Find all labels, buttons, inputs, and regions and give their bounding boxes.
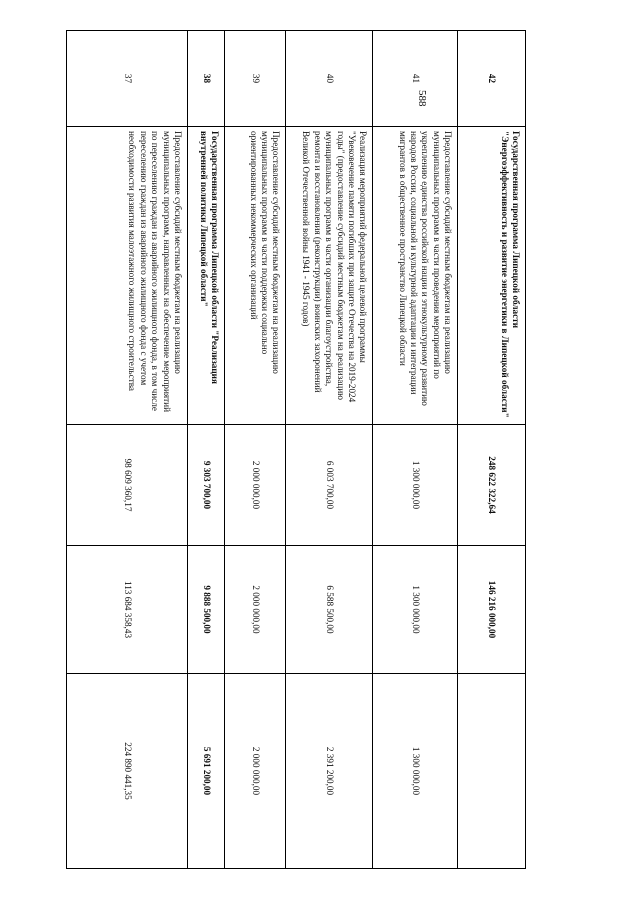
table-row	[286, 31, 373, 869]
table-row	[373, 31, 458, 869]
budget-table	[66, 30, 526, 869]
value-2023: 224 890 441,35	[67, 674, 188, 869]
row-number: 42	[458, 31, 526, 127]
value-2022: 9 888 500,00	[188, 546, 225, 674]
row-name: Предоставление субсидий местным бюджетам на реализацию муниципальных программ в части поддержки социально ориентированных некоммерческих организаций	[225, 127, 286, 425]
value-2023: 2 000 000,00	[225, 674, 286, 869]
value-2021: 1 300 000,00	[373, 425, 458, 546]
value-2021: 98 609 360,17	[67, 425, 188, 546]
row-number: 38	[188, 31, 225, 127]
row-name: Государственная программа Липецкой области "Реализация внутренней политики Липецкой области"	[188, 127, 225, 425]
row-number: 37	[67, 31, 188, 127]
value-2023: 5 691 200,00	[188, 674, 225, 869]
table-row	[188, 31, 225, 869]
value-2022: 113 684 358,43	[67, 546, 188, 674]
value-2023: 1 300 000,00	[373, 674, 458, 869]
value-2022: 6 588 500,00	[286, 546, 373, 674]
table-row	[67, 31, 188, 869]
value-2021: 248 622 322,64	[458, 425, 526, 546]
table-row	[225, 31, 286, 869]
value-2021: 9 303 700,00	[188, 425, 225, 546]
rotated-page	[66, 30, 526, 868]
page-number-text: 588	[416, 90, 428, 107]
row-name: Государственная программа Липецкой области "Энергоэффективность и развитие энергетики в Липецкой области"	[458, 127, 526, 425]
value-2021: 6 003 700,00	[286, 425, 373, 546]
row-name: Предоставление субсидий местным бюджетам на реализацию муниципальных программ, направленных на обеспечение мероприятий по переселению граждан из аварийного жилищного фонда, в том числе переселению граждан из аварийного жилищного фонда с учетом необходимости развития малоэтажного жилищного строительства	[67, 127, 188, 425]
row-number: 40	[286, 31, 373, 127]
row-name: Реализация мероприятий федеральной целевой программы "Увековечение памяти погибших при защите Отечества на 2019-2024 годы" (предоставление субсидий местным бюджетам на реализацию муниципальных программ в части организации благоустройства, ремонта и восстановления (реконструкции) воинских захоронений Великой Отечественной войны 1941 - 1945 годов)	[286, 127, 373, 425]
value-2022: 2 000 000,00	[225, 546, 286, 674]
value-2021: 2 000 000,00	[225, 425, 286, 546]
table-body	[67, 31, 526, 869]
row-number: 39	[225, 31, 286, 127]
value-2022: 1 300 000,00	[373, 546, 458, 674]
value-2023	[458, 674, 526, 869]
value-2022: 146 216 000,00	[458, 546, 526, 674]
row-number: 41	[373, 31, 458, 127]
row-name: Предоставление субсидий местным бюджетам на реализацию муниципальных программ в части проведения мероприятий по укреплению единства российской нации и этнокультурному развитию народов России, социальной и культурной адаптации и интеграции мигрантов в общественное пространство Липецкой области	[373, 127, 458, 425]
table-row	[458, 31, 526, 869]
value-2023: 2 391 200,00	[286, 674, 373, 869]
